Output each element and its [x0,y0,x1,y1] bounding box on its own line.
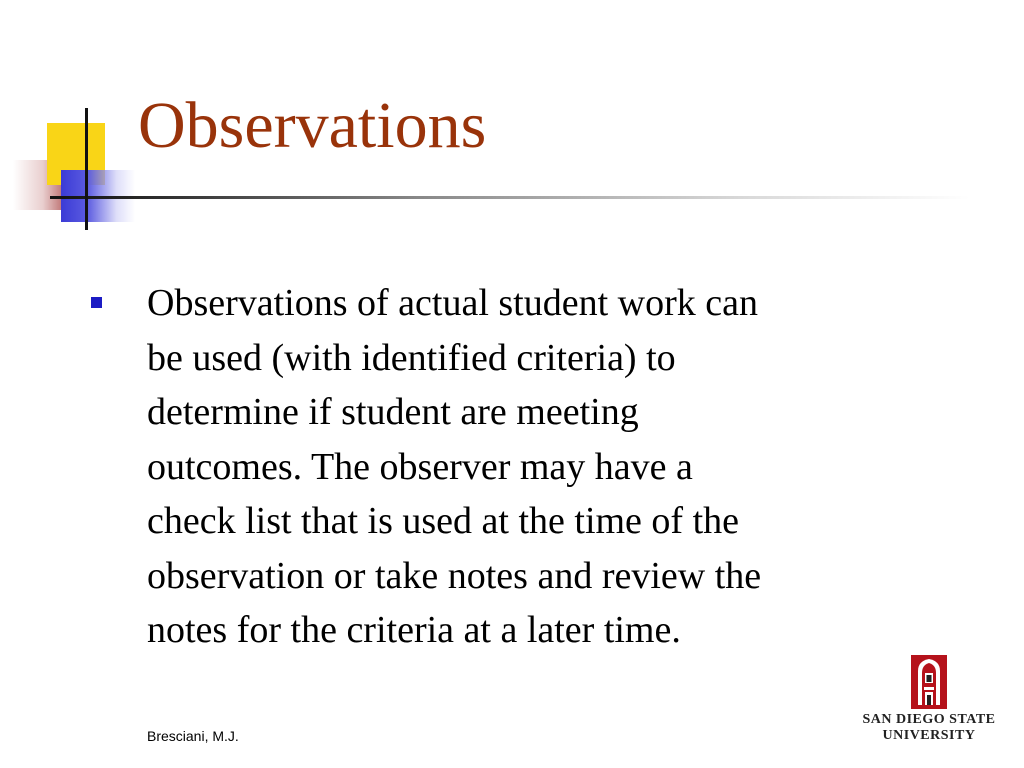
footer-author: Bresciani, M.J. [147,728,239,744]
university-logo [862,655,996,747]
bullet-item [87,276,977,658]
title-underline [50,196,970,199]
square-bullet-icon [91,297,102,308]
mission-tower-icon [911,655,947,709]
decorative-vertical-line [85,108,88,230]
logo-text-line1: SAN DIEGO STATE [862,712,996,727]
slide-title: Observations [138,89,487,162]
bullet-text: Observations of actual student work can be used (with identified criteria) to determine if student are meeting outcomes. The observer may have a check list that is used at the time of the observation or take notes and review the notes for the criteria at a later time. [147,282,762,651]
bullet-list [87,276,977,658]
logo-text-line2: UNIVERSITY [882,728,976,743]
